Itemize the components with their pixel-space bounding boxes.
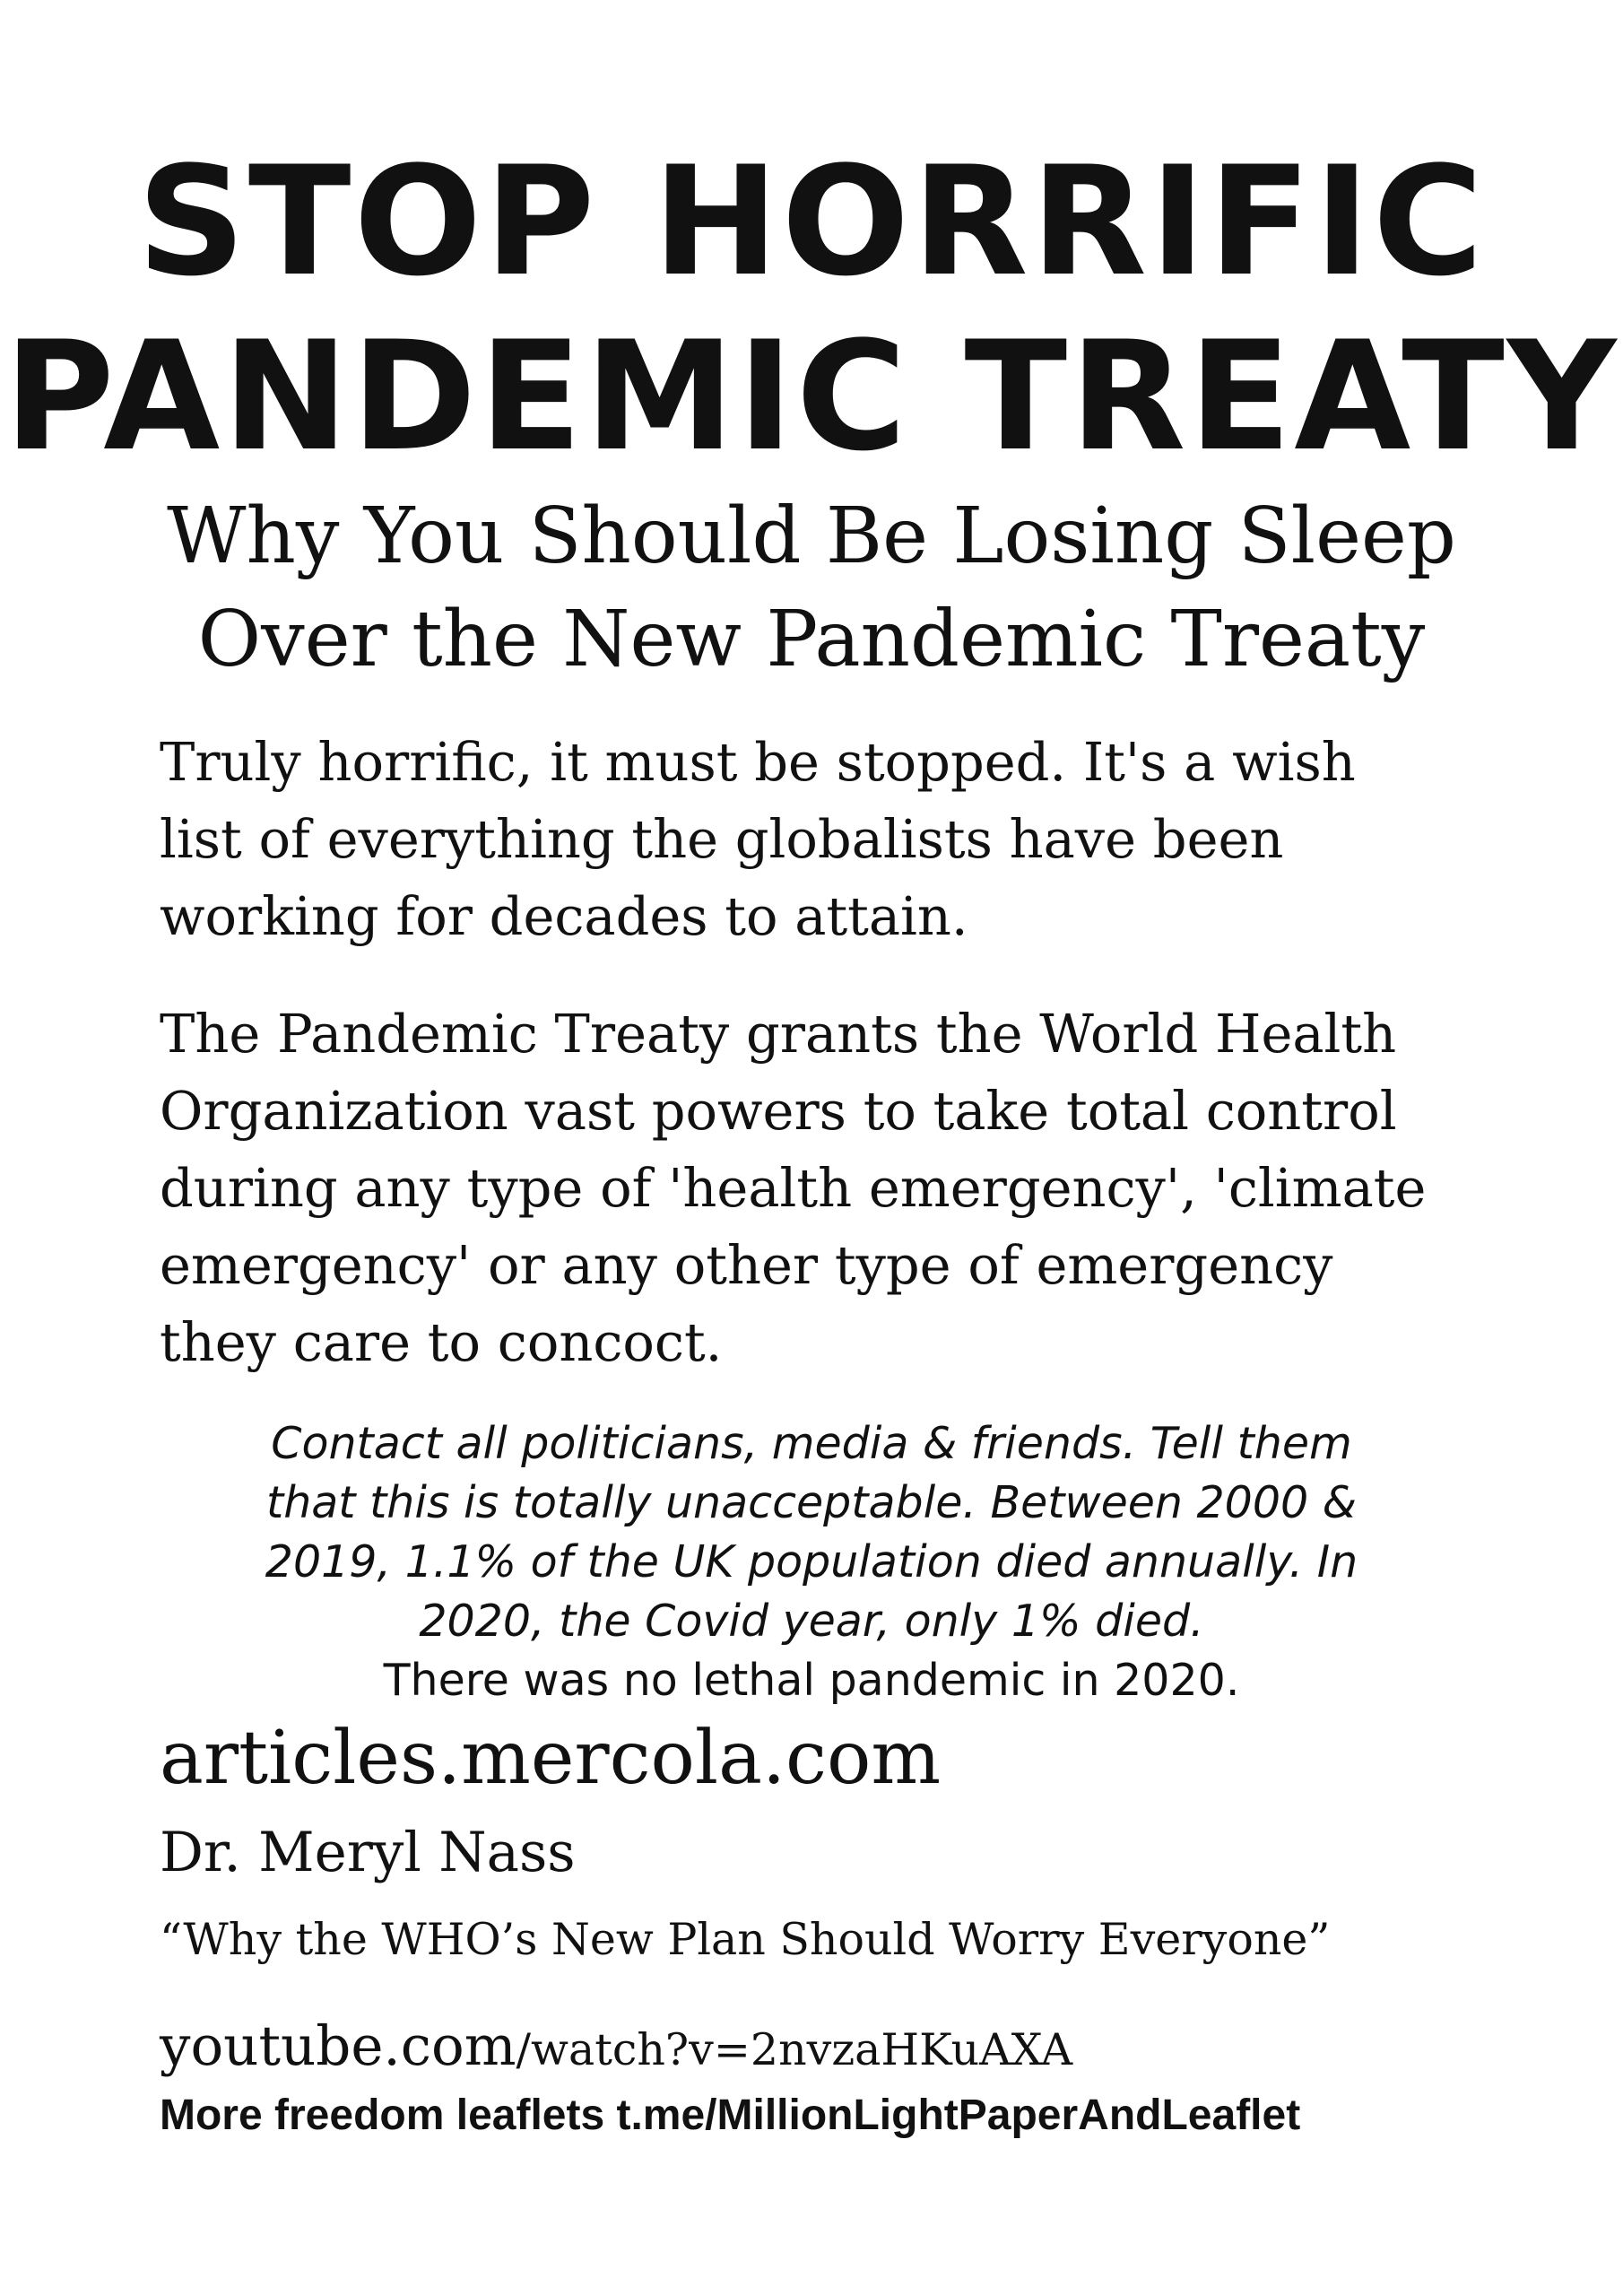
treaty-line: they care to concoct. [160, 1311, 723, 1373]
intro-line: Truly horrific, it must be stopped. It's a wish [160, 731, 1356, 793]
conclusion-line: There was no lethal pandemic in 2020. [383, 1655, 1240, 1706]
source-site: articles.mercola.com [160, 1716, 942, 1801]
intro-line: working for decades to attain. [160, 885, 968, 947]
call-line: that this is totally unacceptable. Between 2000 & [265, 1477, 1357, 1528]
treaty-line: emergency' or any other type of emergency [160, 1234, 1333, 1296]
video-path: /watch?v=2nvzaHKuAXA [516, 2024, 1073, 2075]
treaty-line: during any type of 'health emergency', 'climate [160, 1157, 1427, 1219]
headline-line-2: PANDEMIC TREATY [4, 309, 1619, 484]
call-line: Contact all politicians, media & friends. Tell them [271, 1418, 1352, 1469]
treaty-line: Organization vast powers to take total control [160, 1080, 1397, 1142]
headline-line-1: STOP HORRIFIC [136, 134, 1487, 309]
intro-line: list of everything the globalists have been [160, 808, 1284, 870]
video-link [160, 2014, 1073, 2078]
subtitle-line-2: Over the New Pandemic Treaty [197, 595, 1426, 684]
call-line: 2019, 1.1% of the UK population died annually. In [265, 1536, 1358, 1587]
source-author: Dr. Meryl Nass [160, 1821, 576, 1884]
subtitle-line-1: Why You Should Be Losing Sleep [167, 491, 1456, 581]
more-leaflets-link: More freedom leaflets t.me/MillionLightPaperAndLeaflet [160, 2092, 1301, 2139]
call-line: 2020, the Covid year, only 1% died. [419, 1596, 1204, 1647]
video-domain: youtube.com [160, 2014, 516, 2078]
treaty-line: The Pandemic Treaty grants the World Health [160, 1003, 1397, 1065]
article-title: “Why the WHO’s New Plan Should Worry Everyone” [160, 1914, 1331, 1965]
